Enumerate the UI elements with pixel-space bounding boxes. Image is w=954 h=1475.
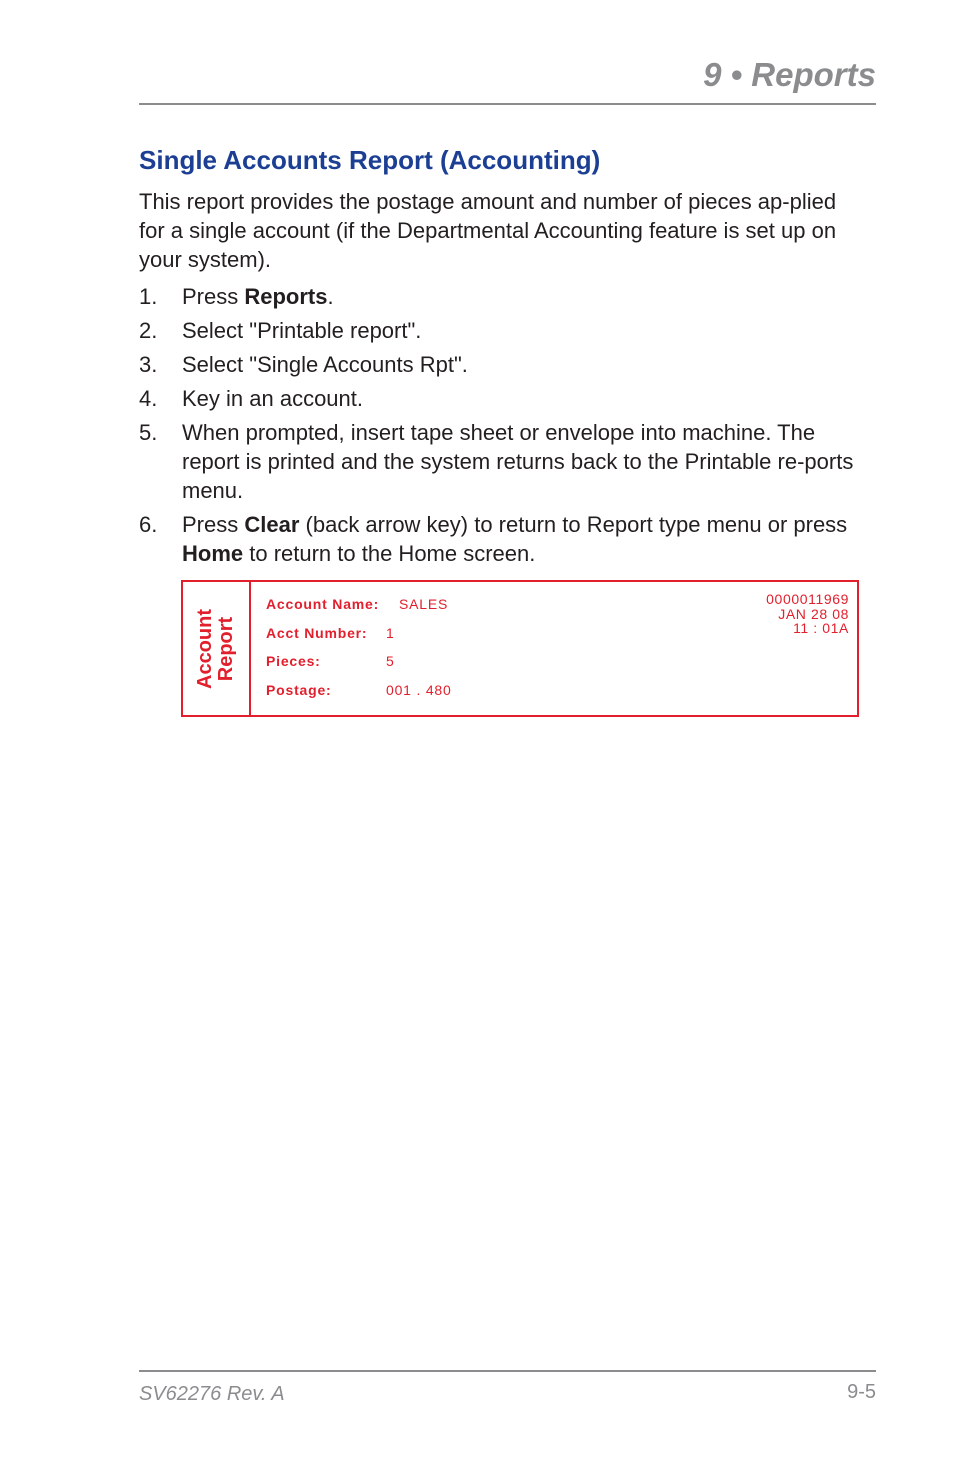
- step-item: [139, 350, 859, 379]
- step-number: 2.: [139, 318, 158, 343]
- step-item: [139, 418, 859, 505]
- step-item: [139, 384, 859, 413]
- report-row-account-name: Account Name: SALES: [266, 596, 449, 612]
- step-number: 5.: [139, 420, 158, 445]
- chapter-title: 9 • Reports: [703, 56, 876, 93]
- step-number: 4.: [139, 386, 158, 411]
- step-item: [139, 282, 859, 311]
- steps-list: [139, 282, 859, 573]
- footer-rule: [139, 1370, 876, 1372]
- step-text: Select "Single Accounts Rpt".: [182, 352, 468, 377]
- report-time: 11 : 01A: [793, 620, 849, 636]
- report-date: JAN 28 08: [778, 605, 849, 622]
- step-text: When prompted, insert tape sheet or envelope into machine. The report is printed and the system returns back to the Printable re-ports menu.: [182, 420, 854, 503]
- step-text: Press Reports.: [182, 284, 334, 309]
- step-text: Press Clear (back arrow key) to return to Report type menu or press Home to return to the Home screen.: [182, 512, 848, 566]
- footer-doc-id: SV62276 Rev. A: [139, 1383, 285, 1405]
- report-row-postage: Postage: 001 . 480: [266, 682, 452, 698]
- account-report-sample: [181, 580, 859, 717]
- step-number: 6.: [139, 512, 158, 537]
- step-text: Key in an account.: [182, 386, 364, 411]
- step-text: Select "Printable report".: [182, 318, 422, 343]
- report-serial: 0000011969: [766, 591, 849, 607]
- report-side-label: Account Report: [194, 608, 237, 689]
- section-heading: Single Accounts Report (Accounting): [139, 145, 601, 175]
- report-meta: [766, 592, 849, 636]
- report-side-panel: [183, 582, 251, 715]
- report-row-pieces: Pieces: 5: [266, 653, 395, 669]
- header-rule: [139, 103, 876, 105]
- report-row-acct-number: Acct Number: 1: [266, 625, 395, 641]
- step-item: [139, 510, 859, 568]
- intro-paragraph: This report provides the postage amount and number of pieces ap-plied for a single account (if the Departmental Accounting feature is set up on your system).: [139, 189, 837, 272]
- step-number: 1.: [139, 284, 158, 309]
- footer-page-number: 9-5: [847, 1381, 876, 1403]
- report-body: [251, 582, 857, 715]
- step-number: 3.: [139, 352, 158, 377]
- step-item: [139, 316, 859, 345]
